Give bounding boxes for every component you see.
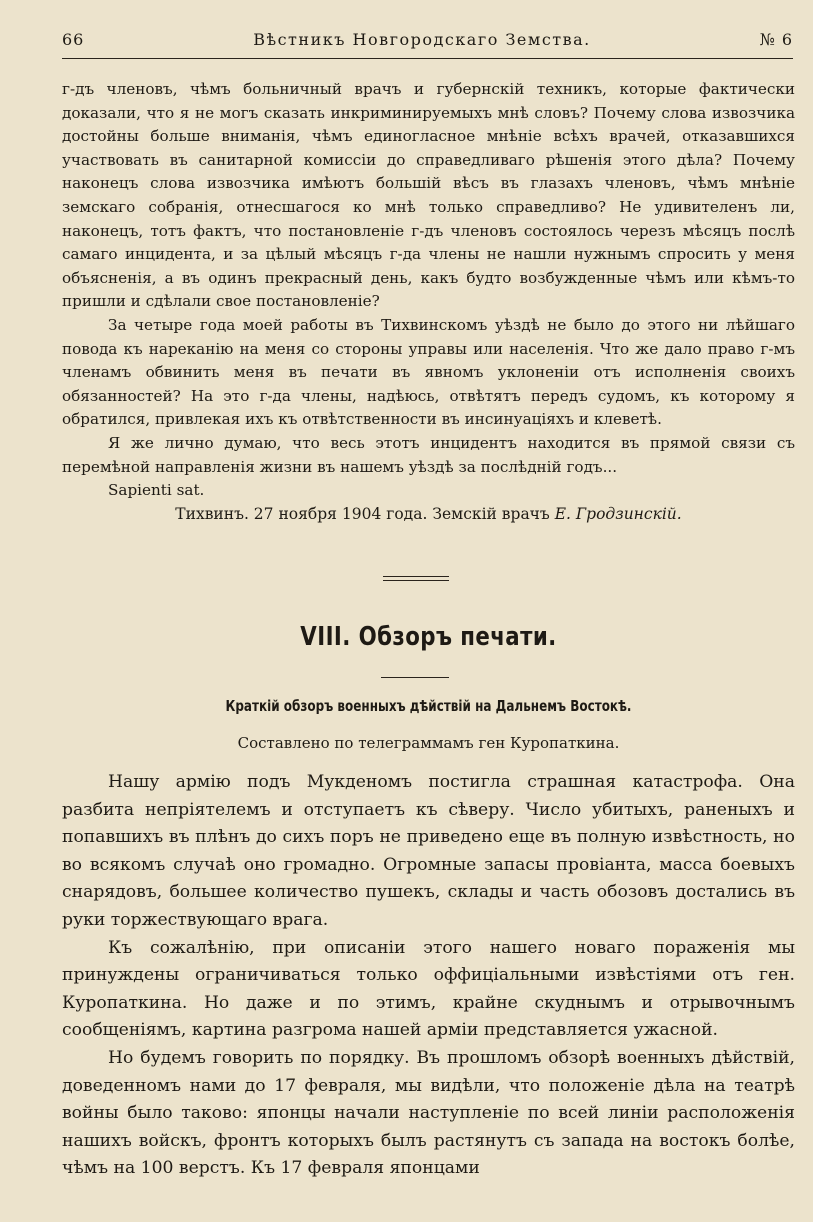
running-header xyxy=(62,30,793,49)
article-paragraph: Къ сожалѣнію, при описаніи этого нашего новаго пораженія мы принуждены ограничиваться только оффиціальными извѣстіями отъ ген. Куропаткина. Но даже и по этимъ, крайне скуднымъ и отрывочнымъ сообщеніямъ, картина разгрома нашей арміи представляется ужасной. xyxy=(62,937,795,1041)
section-title: VIII. Обзоръ печати. xyxy=(300,622,557,652)
signature-line xyxy=(62,505,795,523)
article-subtitle: Краткій обзоръ военныхъ дѣйствій на Дальнемъ Востокѣ. xyxy=(225,697,632,715)
letter-closing: Sapienti sat. xyxy=(108,481,205,500)
article-paragraph: Но будемъ говорить по порядку. Въ прошломъ обзорѣ военныхъ дѣйствій, доведенномъ нами до 17 февраля, мы видѣли, что положеніе дѣла на театрѣ войны было таково: японцы начали наступленіе по всей линіи расположенія нашихъ войскъ, фронтъ которыхъ былъ растянутъ съ запада на востокъ болѣе, чѣмъ на 100 верстъ. Къ 17 февраля японцами xyxy=(62,1047,795,1179)
letter-paragraph: Я же лично думаю, что весь этотъ инцидентъ находится въ прямой связи съ перемѣной направленія жизни въ нашемъ уѣздѣ за послѣдній годъ... xyxy=(62,433,795,476)
letter-paragraph: г-дъ членовъ, чѣмъ больничный врачъ и губернскій техникъ, которые фактически доказали, что я не могъ сказать инкриминируемыхъ мнѣ словъ? Почему слова извозчика достойны больше вниманія, чѣмъ единогласное мнѣніе всѣхъ врачей, отказавшихся участвовать въ санитарной комиссіи до справедливаго рѣшенія этого дѣла? Почему наконецъ слова извозчика имѣютъ большій вѣсъ въ глазахъ членовъ, чѣмъ мнѣніе земскаго собранія, отнесшагося ко мнѣ только справедливо? Не удивителенъ ли, наконецъ, тотъ фактъ, что постановленіе г-дъ членовъ состоялось черезъ мѣсяцъ послѣ самаго инцидента, и за цѣлый мѣсяцъ г-да члены не нашли нужнымъ спросить у меня объясненія, а въ одинъ прекрасный день, какъ будто возбужденные чѣмъ или кѣмъ-то пришли и сдѣлали свое постановленіе? xyxy=(62,80,795,311)
journal-title: Вѣстникъ Новгородскаго Земства. xyxy=(253,30,591,49)
article-text xyxy=(62,769,795,1183)
signature-name: Е. Гродзинскій. xyxy=(554,505,682,523)
page-number: 66 xyxy=(62,30,85,49)
title-rule xyxy=(381,677,449,678)
compiled-by: Составлено по телеграммамъ ген Куропаткина. xyxy=(237,734,620,752)
header-rule xyxy=(62,58,793,59)
letter-text xyxy=(62,78,795,503)
issue-number: № 6 xyxy=(759,30,793,49)
letter-paragraph: За четыре года моей работы въ Тихвинскомъ уѣздѣ не было до этого ни лѣйшаго повода къ нареканію на меня со стороны управы или населенія. Что же дало право г-мъ членамъ обвинить меня въ печати въ явномъ уклоненіи отъ исполненія своихъ обязанностей? На это г-да члены, надѣюсь, отвѣтятъ передъ судомъ, къ которому я обратился, привлекая ихъ къ отвѣтственности въ инсинуаціяхъ и клеветѣ. xyxy=(62,315,795,429)
article-paragraph: Нашу армію подъ Мукденомъ постигла страшная катастрофа. Она разбита непріятелемъ и отступаетъ къ сѣверу. Число убитыхъ, раненыхъ и попавшихъ въ плѣнъ до сихъ поръ не приведено еще въ полную извѣстность, но во всякомъ случаѣ оно громадно. Огромные запасы провіанта, масса боевыхъ снарядовъ, большее количество пушекъ, склады и часть обозовъ достались въ руки торжествующаго врага. xyxy=(62,772,795,930)
signature-place-date: Тихвинъ. 27 ноября 1904 года. Земскій врачъ xyxy=(175,505,550,523)
section-separator xyxy=(383,576,449,584)
